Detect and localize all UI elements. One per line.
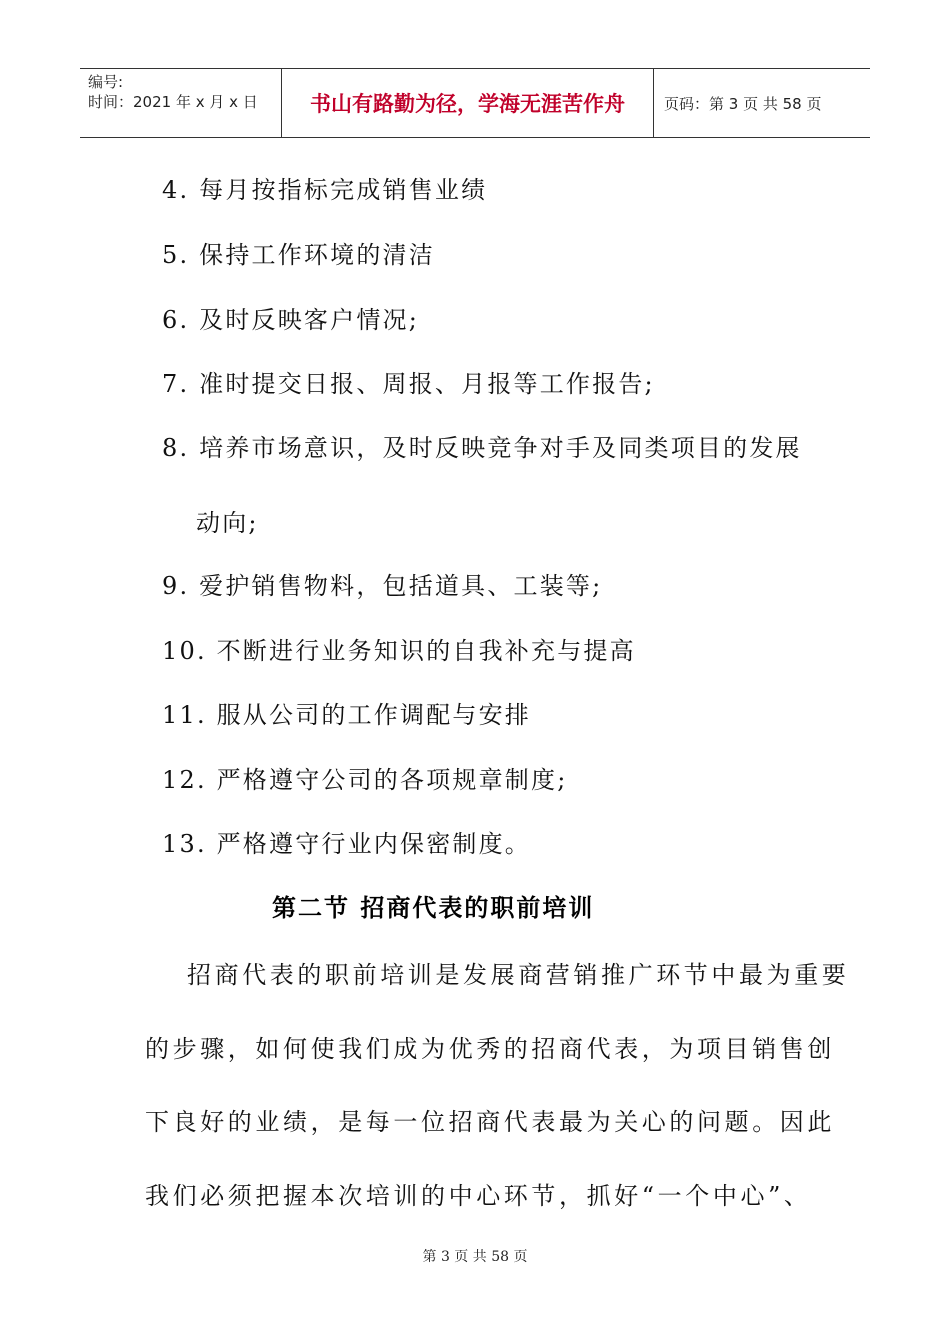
paragraph-line-4: 我们必须把握本次培训的中心环节，抓好“一个中心”、 — [145, 1182, 812, 1210]
section-heading: 第二节 招商代表的职前培训 — [272, 894, 595, 922]
list-item-8-continuation: 动向; — [196, 509, 259, 537]
header-meta — [80, 69, 282, 137]
list-item-13: 13. 严格遵守行业内保密制度。 — [162, 830, 531, 858]
serial-label: 编号: — [88, 73, 124, 91]
paragraph-line-3: 下良好的业绩，是每一位招商代表最为关心的问题。因此 — [145, 1108, 835, 1136]
paragraph-line-1: 招商代表的职前培训是发展商营销推广环节中最为重要 — [187, 961, 850, 989]
header-motto: 书山有路勤为径，学海无涯苦作舟 — [282, 69, 654, 137]
list-item-8: 8. 培养市场意识，及时反映竞争对手及同类项目的发展 — [162, 434, 802, 462]
page-footer: 第 3 页 共 58 页 — [422, 1249, 528, 1265]
list-item-4: 4. 每月按指标完成销售业绩 — [162, 176, 488, 204]
list-item-10: 10. 不断进行业务知识的自我补充与提高 — [162, 637, 636, 665]
list-item-11: 11. 服从公司的工作调配与安排 — [162, 701, 531, 729]
list-item-5: 5. 保持工作环境的清洁 — [162, 241, 435, 269]
list-item-12: 12. 严格遵守公司的各项规章制度; — [162, 766, 568, 794]
list-item-9: 9. 爱护销售物料，包括道具、工装等; — [162, 572, 603, 600]
list-item-7: 7. 准时提交日报、周报、月报等工作报告; — [162, 370, 655, 398]
time-label: 时间：2021 年 x 月 x 日 — [88, 93, 258, 111]
page-header — [80, 68, 870, 138]
header-page-info: 页码：第 3 页 共 58 页 — [664, 94, 822, 113]
list-item-6: 6. 及时反映客户情况; — [162, 306, 420, 334]
paragraph-line-2: 的步骤，如何使我们成为优秀的招商代表，为项目销售创 — [145, 1035, 835, 1063]
